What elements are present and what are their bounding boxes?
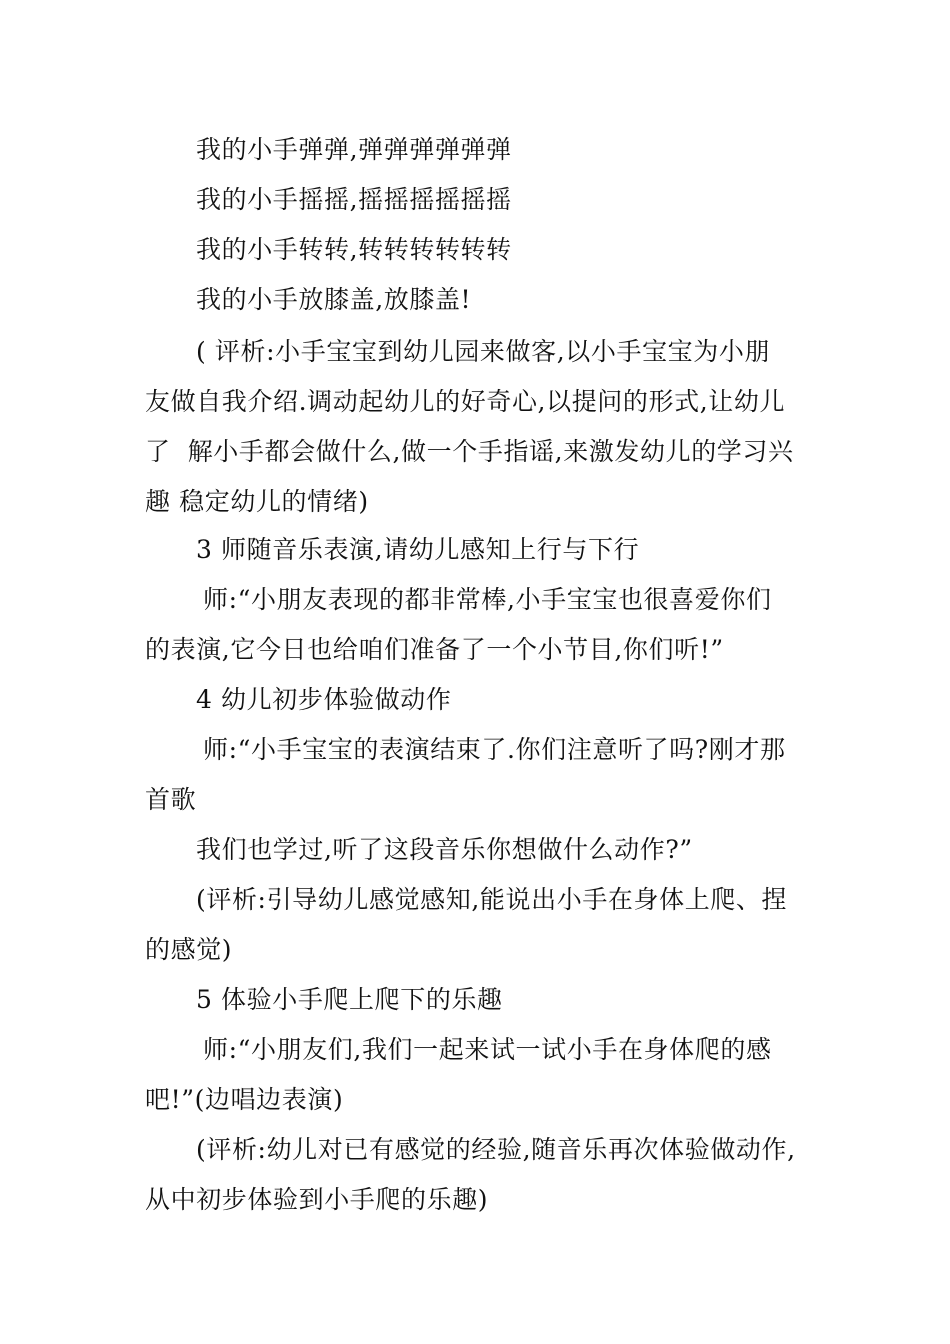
text-line: 师:“小手宝宝的表演结束了.你们注意听了吗?刚才那: [203, 735, 786, 764]
text-line: 的感觉): [145, 935, 233, 964]
text-line: ( 评析:小手宝宝到幼儿园来做客,以小手宝宝为小朋: [196, 337, 771, 366]
text-line: 了 解小手都会做什么,做一个手指谣,来激发幼儿的学习兴: [145, 437, 794, 466]
text-line: 从中初步体验到小手爬的乐趣): [145, 1185, 489, 1214]
text-line: 4 幼儿初步体验做动作: [196, 685, 452, 714]
text-line: (评析:幼儿对已有感觉的经验,随音乐再次体验做动作,: [196, 1135, 796, 1164]
text-line: 我们也学过,听了这段音乐你想做什么动作?”: [196, 835, 693, 864]
text-line: 友做自我介绍.调动起幼儿的好奇心,以提问的形式,让幼儿: [145, 387, 786, 416]
text-line: 我的小手摇摇,摇摇摇摇摇摇: [196, 185, 512, 214]
text-line: 师:“小朋友们,我们一起来试一试小手在身体爬的感: [203, 1035, 772, 1064]
text-line: 师:“小朋友表现的都非常棒,小手宝宝也很喜爱你们: [203, 585, 772, 614]
text-line: (评析:引导幼儿感觉感知,能说出小手在身体上爬、捏: [196, 885, 788, 914]
text-line: 我的小手弹弹,弹弹弹弹弹弹: [196, 135, 512, 164]
text-line: 3 师随音乐表演,请幼儿感知上行与下行: [196, 535, 640, 564]
text-line: 5 体验小手爬上爬下的乐趣: [196, 985, 503, 1014]
text-line: 首歌: [145, 785, 197, 814]
text-line: 我的小手转转,转转转转转转: [196, 235, 512, 264]
text-line: 我的小手放膝盖,放膝盖!: [196, 285, 472, 314]
text-line: 趣 稳定幼儿的情绪): [145, 487, 369, 516]
text-line: 的表演,它今日也给咱们准备了一个小节目,你们听!”: [145, 635, 724, 664]
text-line: 吧!”(边唱边表演): [145, 1085, 344, 1114]
